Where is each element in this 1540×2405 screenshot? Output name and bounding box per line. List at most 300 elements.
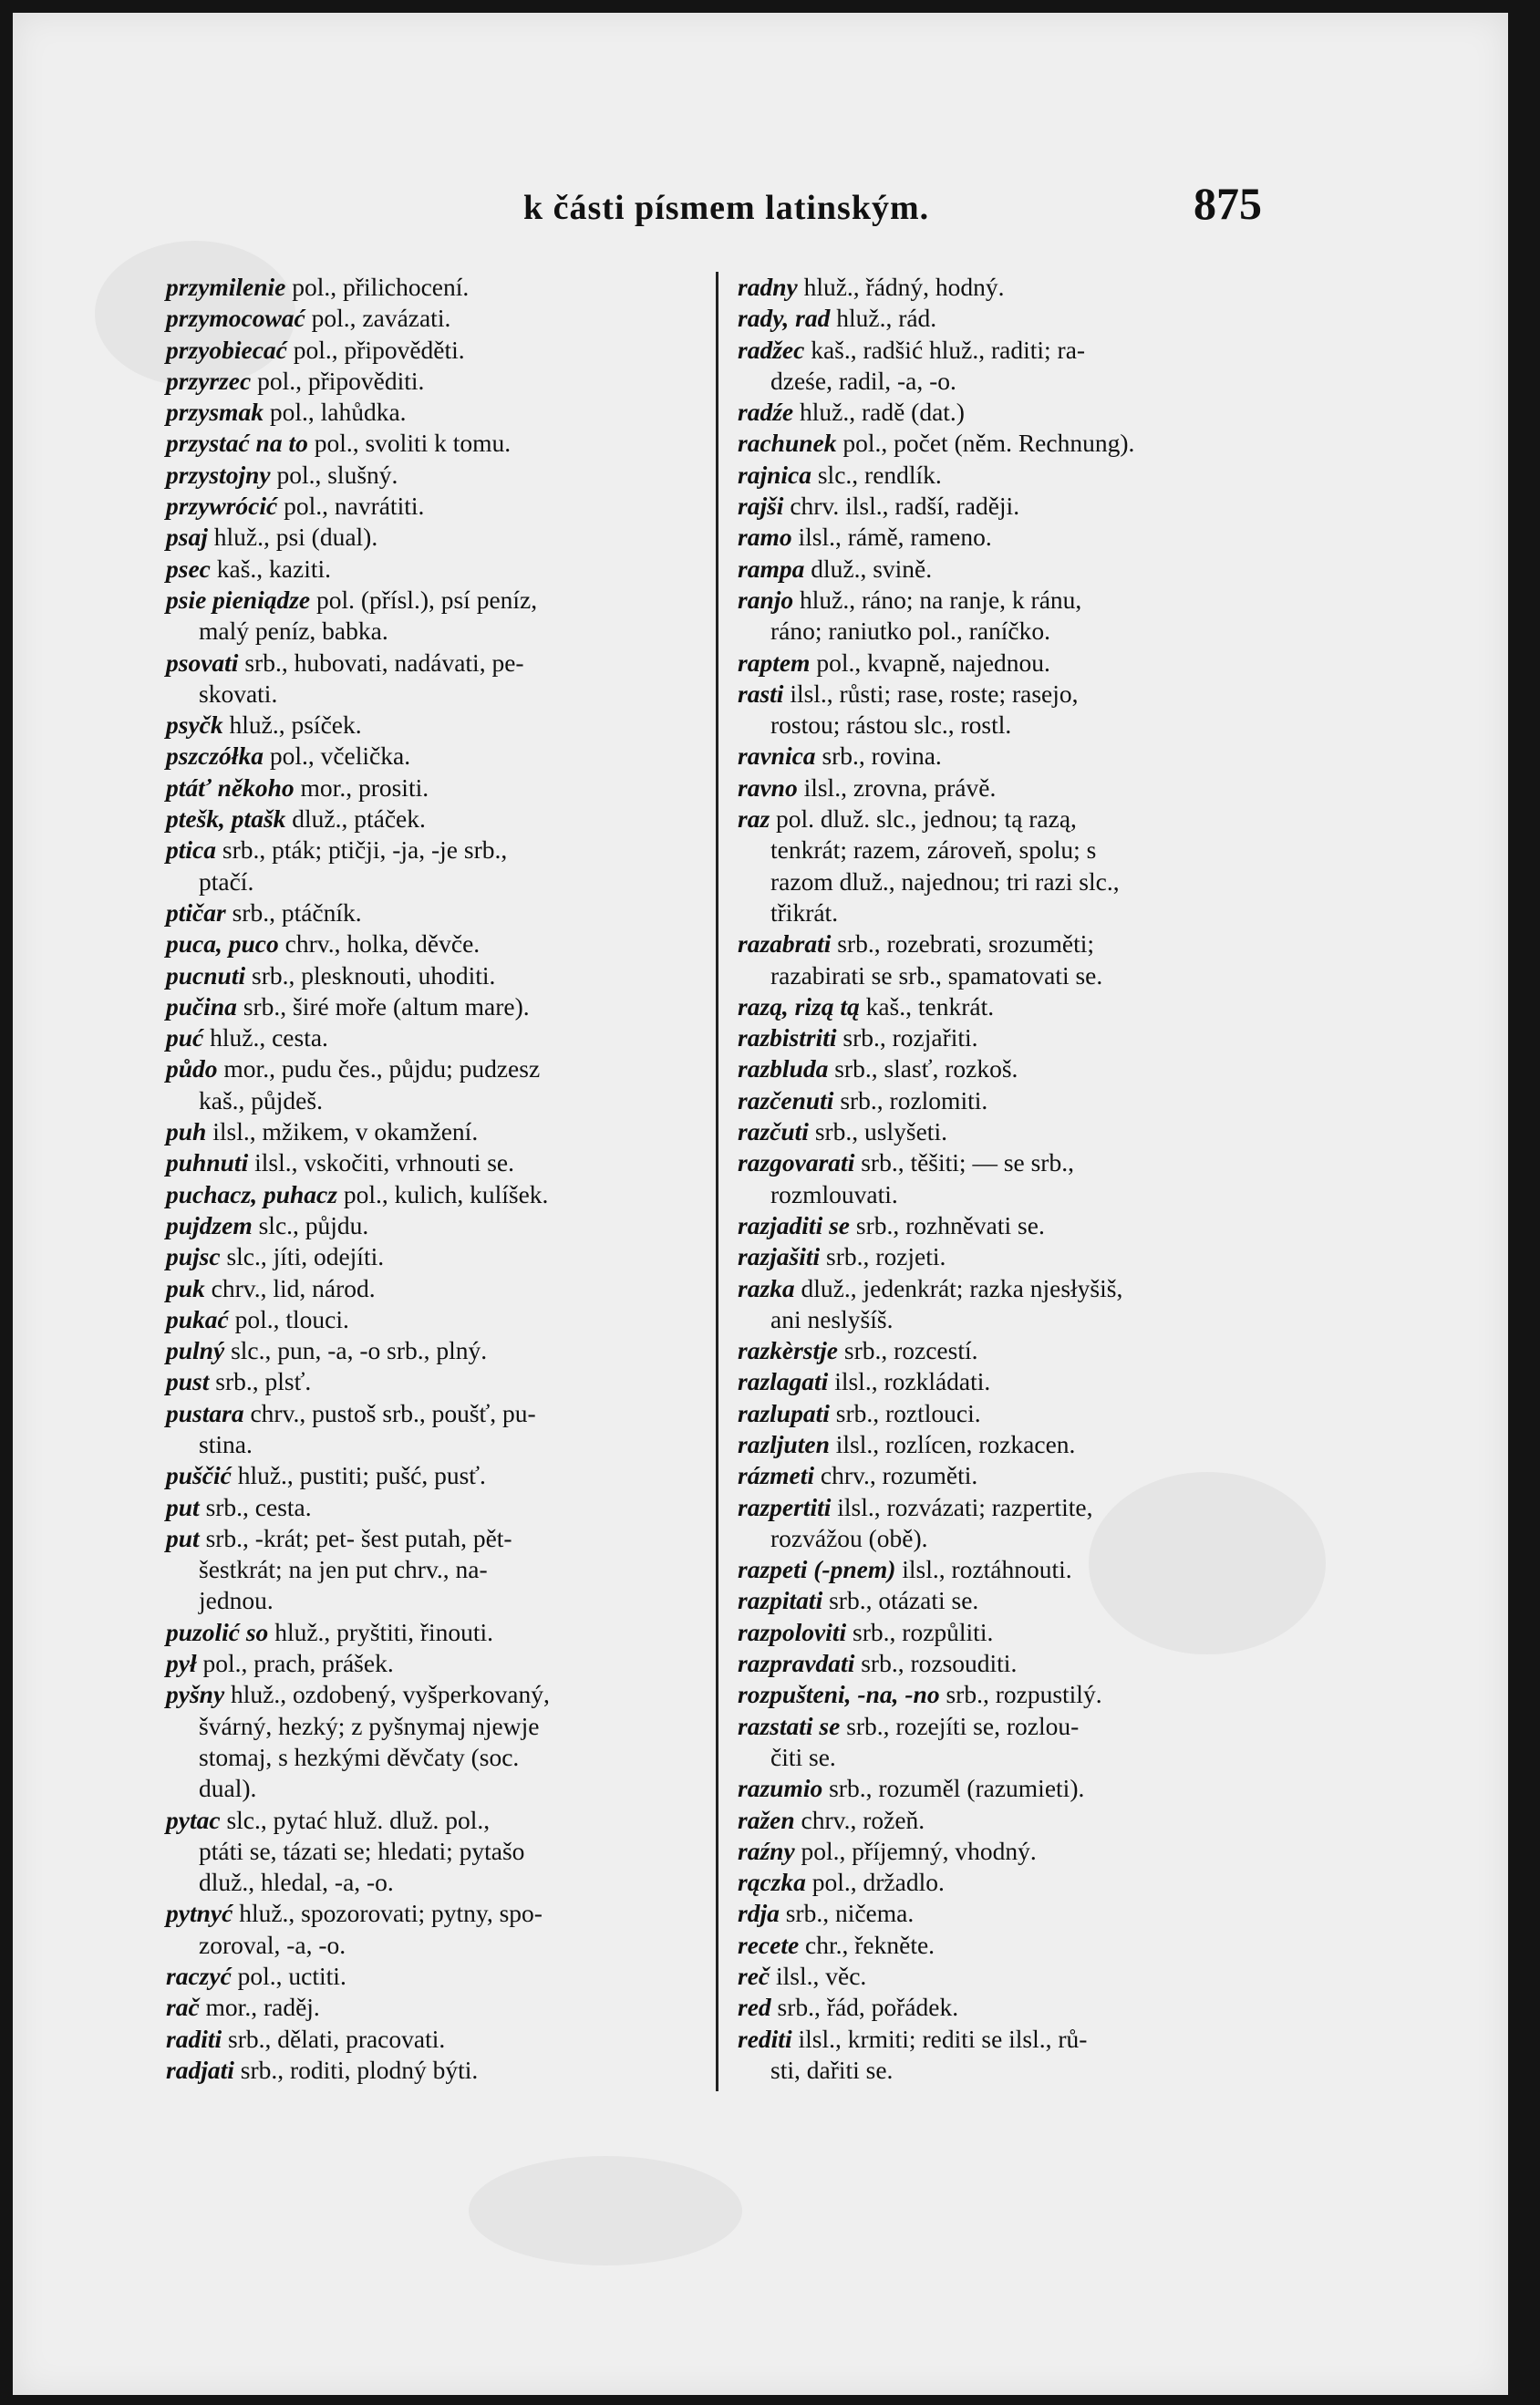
gloss: srb., rozlomiti.: [833, 1085, 988, 1114]
dictionary-line: [166, 1523, 713, 1554]
dictionary-line: [166, 1398, 713, 1429]
dictionary-line: [166, 585, 713, 616]
headword: razka: [738, 1273, 795, 1302]
headword: raźny: [738, 1836, 795, 1865]
gloss: srb., ptáčník.: [225, 897, 362, 927]
gloss: srb., řád, pořádek.: [770, 1993, 959, 2022]
dictionary-line: [166, 2024, 713, 2055]
gloss: hluž., ráno; na ranje, k ránu,: [793, 585, 1082, 614]
headword: raz: [738, 804, 770, 834]
headword: ražen: [738, 1805, 795, 1834]
dictionary-line: [166, 522, 713, 553]
gloss: ilsl., zrovna, právě.: [797, 772, 997, 802]
headword: ptáť někoho: [166, 772, 295, 802]
headword: razjašiti: [738, 1242, 821, 1271]
gloss: pol., lahůdka.: [263, 398, 407, 427]
dictionary-line: [166, 616, 713, 647]
dictionary-line: [738, 834, 1285, 866]
headword: pukać: [166, 1304, 229, 1333]
gloss: srb., ničema.: [779, 1899, 915, 1928]
dictionary-line: [166, 772, 713, 803]
headword: ramo: [738, 523, 792, 552]
dictionary-line: [166, 1335, 713, 1366]
gloss: slc., rendlík.: [811, 460, 942, 489]
headword: pujdzem: [166, 1210, 253, 1239]
dictionary-line: [738, 1335, 1285, 1366]
gloss: srb., rozpůliti.: [846, 1617, 994, 1646]
headword: przystać na to: [166, 429, 308, 458]
dictionary-line: [738, 991, 1285, 1022]
headword: przyobiecać: [166, 335, 287, 364]
headword: pučina: [166, 991, 237, 1021]
dictionary-line: [738, 1742, 1285, 1773]
gloss: srb., rozcestí.: [838, 1336, 978, 1365]
headword: puhnuti: [166, 1148, 249, 1177]
headword: raditi: [166, 2024, 222, 2053]
gloss: srb., uslyšeti.: [808, 1117, 947, 1146]
headword: raptem: [738, 648, 811, 677]
headword: razbistriti: [738, 1023, 837, 1052]
headword: razumio: [738, 1774, 823, 1803]
gloss: dluž., ptáček.: [285, 804, 426, 834]
dictionary-line: [166, 1460, 713, 1491]
headword: puca, puco: [166, 929, 279, 959]
dictionary-line: [738, 1805, 1285, 1836]
headword: razjaditi se: [738, 1210, 850, 1239]
gloss: srb., těšiti; — se srb.,: [854, 1148, 1074, 1177]
headword: ranjo: [738, 585, 794, 614]
gloss: srb., rozejíti se, rozlou-: [840, 1711, 1080, 1740]
headword: puć: [166, 1023, 204, 1052]
gloss: dześe, radil, -a, -o.: [770, 366, 956, 395]
gloss: dluž., jedenkrát; razka njesłyšiš,: [794, 1273, 1123, 1302]
headword: razpitati: [738, 1586, 823, 1615]
headword: put: [166, 1523, 200, 1552]
gloss: srb., roztlouci.: [829, 1398, 981, 1427]
gloss: dluž., hledal, -a, -o.: [199, 1868, 394, 1897]
gloss: ptačí.: [199, 866, 254, 896]
dictionary-line: [738, 1992, 1285, 2023]
headword: put: [166, 1492, 200, 1521]
dictionary-line: [738, 460, 1285, 491]
headword: ptešk, ptašk: [166, 804, 286, 834]
gloss: srb., cesta.: [199, 1492, 312, 1521]
gloss: rostou; rástou slc., rostl.: [770, 710, 1012, 740]
gloss: pol., uctiti.: [231, 1962, 346, 1991]
dictionary-line: [738, 928, 1285, 959]
headword: psaj: [166, 523, 208, 552]
headword: ravno: [738, 772, 798, 802]
paper-stain: [469, 2156, 742, 2265]
gloss: zoroval, -a, -o.: [199, 1930, 346, 1959]
gloss: srb., širé moře (altum mare).: [236, 991, 530, 1021]
gloss: čiti se.: [770, 1742, 836, 1771]
gloss: kaš., radšić hluž., raditi; ra-: [804, 335, 1086, 364]
dictionary-line: [166, 1742, 713, 1773]
dictionary-line: [738, 897, 1285, 928]
headword: razpravdati: [738, 1649, 855, 1678]
gloss: malý peníz, babka.: [199, 617, 388, 646]
gloss: srb., hubovati, nadávati, pe-: [238, 648, 524, 677]
headword: puščić: [166, 1461, 232, 1490]
dictionary-line: [738, 397, 1285, 428]
gloss: hluž., rád.: [830, 304, 937, 333]
dictionary-line: [738, 1523, 1285, 1554]
gloss: ptáti se, tázati se; hledati; pytašo: [199, 1836, 525, 1865]
dictionary-line: [166, 991, 713, 1022]
dictionary-line: [738, 616, 1285, 647]
headword: razljuten: [738, 1429, 830, 1458]
gloss: pol., svoliti k tomu.: [307, 429, 512, 458]
gloss: pol., připověditi.: [251, 366, 425, 395]
dictionary-line: [738, 1147, 1285, 1178]
headword: red: [738, 1993, 771, 2022]
gloss: pol., přilichocení.: [285, 273, 470, 301]
dictionary-line: [166, 335, 713, 366]
dictionary-line: [738, 1679, 1285, 1710]
dictionary-line: [738, 1711, 1285, 1742]
headword: przywrócić: [166, 492, 278, 521]
gloss: slc., pun, -a, -o srb., plný.: [224, 1336, 488, 1365]
gloss: srb., rozuměl (razumieti).: [822, 1774, 1085, 1803]
headword: puh: [166, 1117, 207, 1146]
gloss: pol., kulich, kulíšek.: [336, 1179, 549, 1208]
gloss: srb., rozjeti.: [820, 1242, 946, 1271]
gloss: ilsl., rozkládati.: [828, 1367, 991, 1396]
dictionary-line: [166, 1679, 713, 1710]
dictionary-line: [166, 1147, 713, 1178]
dictionary-line: [738, 679, 1285, 710]
headword: razkèrstje: [738, 1336, 838, 1365]
gloss: ilsl., věc.: [770, 1962, 867, 1991]
dictionary-line: [166, 1241, 713, 1272]
headword: radźe: [738, 398, 794, 427]
headword: pulný: [166, 1336, 225, 1365]
headword: razčuti: [738, 1117, 809, 1146]
headword: pustara: [166, 1398, 244, 1427]
gloss: tenkrát; razem, zároveň, spolu; s: [770, 835, 1097, 865]
dictionary-line: [166, 1085, 713, 1116]
headword: radžec: [738, 335, 805, 364]
dictionary-line: [738, 710, 1285, 741]
dictionary-line: [166, 1210, 713, 1241]
gloss: srb., roditi, plodný býti.: [233, 2055, 479, 2084]
gloss: srb., slasť, rozkoš.: [828, 1054, 1018, 1083]
gloss: chrv., lid, národ.: [204, 1273, 376, 1302]
headword: rázmeti: [738, 1461, 815, 1490]
dictionary-line: [738, 1241, 1285, 1272]
dictionary-line: [166, 1116, 713, 1147]
dictionary-line: [738, 522, 1285, 553]
gloss: pol. dluž. slc., jednou; tą razą,: [770, 804, 1077, 834]
gloss: rozmlouvati.: [770, 1179, 898, 1208]
gloss: pol., navrátiti.: [277, 492, 425, 521]
dictionary-line: [166, 710, 713, 741]
dictionary-line: [738, 1273, 1285, 1304]
dictionary-line: [738, 1179, 1285, 1210]
gloss: srb., -krát; pet- šest putah, pět-: [199, 1523, 512, 1552]
book-page: [13, 13, 1508, 2395]
dictionary-line: [738, 1366, 1285, 1397]
headword: puk: [166, 1273, 205, 1302]
headword: pszczółka: [166, 741, 264, 771]
gloss: chr., řekněte.: [799, 1930, 935, 1959]
gloss: ilsl., růsti; rase, roste; rasejo,: [783, 679, 1079, 708]
dictionary-line: [166, 866, 713, 897]
gloss: pol., tlouci.: [228, 1304, 349, 1333]
dictionary-line: [166, 1961, 713, 1992]
dictionary-line: [166, 1617, 713, 1648]
headword: radny: [738, 273, 798, 301]
dictionary-line: [738, 772, 1285, 803]
gloss: slc., půjdu.: [252, 1210, 369, 1239]
headword: przyrzec: [166, 366, 252, 395]
dictionary-line: [166, 1930, 713, 1961]
gloss: šestkrát; na jen put chrv., na-: [199, 1555, 488, 1584]
dictionary-line: [738, 1554, 1285, 1585]
dictionary-line: [738, 491, 1285, 522]
gloss: hluž., radě (dat.): [793, 398, 965, 427]
headword: przystojny: [166, 460, 271, 489]
dictionary-line: [166, 1366, 713, 1397]
gloss: kaš., kaziti.: [210, 554, 331, 583]
gloss: jednou.: [199, 1586, 274, 1615]
gloss: srb., plesknouti, uhoditi.: [245, 960, 496, 990]
dictionary-line: [166, 1867, 713, 1898]
gloss: srb., rozpustilý.: [939, 1680, 1102, 1709]
headword: rdja: [738, 1899, 780, 1928]
dictionary-line: [738, 1022, 1285, 1053]
gloss: sti, dařiti se.: [770, 2055, 894, 2084]
dictionary-line: [166, 272, 713, 303]
gloss: srb., dělati, pracovati.: [222, 2024, 446, 2053]
gloss: hluž., pryštiti, řinouti.: [268, 1617, 494, 1646]
gloss: ilsl., rozvázati; razpertite,: [831, 1492, 1093, 1521]
gloss: ilsl., krmiti; rediti se ilsl., rů-: [791, 2024, 1088, 2053]
headword: pujsc: [166, 1242, 221, 1271]
dictionary-line: [738, 2024, 1285, 2055]
gloss: kaš., půjdeš.: [199, 1085, 323, 1114]
dictionary-line: [166, 1898, 713, 1929]
headword: razlagati: [738, 1367, 829, 1396]
dictionary-line: [166, 491, 713, 522]
headword: puzolić so: [166, 1617, 269, 1646]
dictionary-line: [738, 1210, 1285, 1241]
dictionary-line: [738, 554, 1285, 585]
dictionary-line: [738, 960, 1285, 991]
dictionary-line: [166, 1022, 713, 1053]
gloss: pol. (přísl.), psí peníz,: [310, 585, 538, 614]
dictionary-line: [738, 428, 1285, 459]
headword: pucnuti: [166, 960, 246, 990]
gloss: srb., rozjařiti.: [836, 1023, 978, 1052]
dictionary-line: [166, 1648, 713, 1679]
gloss: hluž., spozorovati; pytny, spo-: [233, 1899, 543, 1928]
headword: pył: [166, 1649, 197, 1678]
gloss: mor., prositi.: [294, 772, 429, 802]
gloss: pol., příjemný, vhodný.: [794, 1836, 1037, 1865]
headword: pust: [166, 1367, 210, 1396]
headword: pytac: [166, 1805, 221, 1834]
gloss: pol., zavázati.: [305, 304, 451, 333]
dictionary-line: [166, 554, 713, 585]
running-header: k části písmem latinským.: [523, 189, 930, 227]
dictionary-line: [166, 1053, 713, 1084]
dictionary-line: [166, 897, 713, 928]
headword: pytnyć: [166, 1899, 233, 1928]
headword: psec: [166, 554, 211, 583]
dictionary-line: [738, 1429, 1285, 1460]
headword: rač: [166, 1993, 200, 2022]
dictionary-line: [738, 2055, 1285, 2086]
page-number: 875: [1194, 178, 1262, 229]
headword: puchacz, puhacz: [166, 1179, 337, 1208]
headword: reč: [738, 1962, 770, 1991]
gloss: ilsl., mžikem, v okamžení.: [206, 1117, 479, 1146]
right-column: [738, 272, 1285, 2086]
gloss: chrv., rozuměti.: [814, 1461, 978, 1490]
headword: razabrati: [738, 929, 832, 959]
gloss: pol., prach, prášek.: [196, 1649, 394, 1678]
dictionary-line: [166, 1836, 713, 1867]
gloss: srb., rozsouditi.: [854, 1649, 1018, 1678]
gloss: chrv. ilsl., radší, raději.: [783, 492, 1020, 521]
dictionary-line: [738, 803, 1285, 834]
headword: rozpušteni, -na, -no: [738, 1680, 940, 1709]
dictionary-line: [738, 1585, 1285, 1616]
headword: půdo: [166, 1054, 218, 1083]
gloss: ilsl., vskočiti, vrhnouti se.: [248, 1148, 515, 1177]
dictionary-line: [738, 1961, 1285, 1992]
headword: rajši: [738, 492, 784, 521]
dictionary-line: [166, 679, 713, 710]
gloss: chrv., pustoš srb., poušť, pu-: [243, 1398, 536, 1427]
gloss: srb., rozhněvati se.: [850, 1210, 1045, 1239]
dictionary-line: [166, 1805, 713, 1836]
dictionary-line: [166, 648, 713, 679]
dictionary-line: [738, 1085, 1285, 1116]
dictionary-line: [738, 272, 1285, 303]
headword: przymocować: [166, 304, 305, 333]
dictionary-line: [166, 741, 713, 772]
dictionary-line: [166, 1429, 713, 1460]
dictionary-line: [166, 1992, 713, 2023]
dictionary-line: [738, 1492, 1285, 1523]
headword: pyšny: [166, 1680, 225, 1709]
column-divider: [716, 272, 718, 2091]
dictionary-line: [166, 2055, 713, 2086]
gloss: mor., raděj.: [199, 1993, 320, 2022]
gloss: pol., držadlo.: [805, 1868, 945, 1897]
dictionary-line: [166, 397, 713, 428]
gloss: slc., jíti, odejíti.: [220, 1242, 385, 1271]
gloss: mor., pudu čes., půjdu; pudzesz: [217, 1054, 541, 1083]
gloss: ráno; raniutko pol., raníčko.: [770, 617, 1050, 646]
headword: recete: [738, 1930, 800, 1959]
gloss: srb., rovina.: [815, 741, 942, 771]
gloss: srb., rozebrati, srozuměti;: [831, 929, 1095, 959]
dictionary-line: [738, 303, 1285, 334]
headword: radjati: [166, 2055, 234, 2084]
dictionary-line: [738, 1836, 1285, 1867]
headword: razlupati: [738, 1398, 830, 1427]
gloss: pol., slušný.: [270, 460, 398, 489]
gloss: pol., včelička.: [263, 741, 411, 771]
dictionary-line: [166, 1179, 713, 1210]
gloss: chrv., rožeň.: [794, 1805, 925, 1834]
headword: rampa: [738, 554, 805, 583]
gloss: slc., pytać hluž. dluž. pol.,: [220, 1805, 491, 1834]
gloss: hluž., pustiti; pušć, pusť.: [231, 1461, 486, 1490]
headword: ptičar: [166, 897, 226, 927]
dictionary-line: [738, 1116, 1285, 1147]
dictionary-line: [738, 585, 1285, 616]
dictionary-line: [166, 803, 713, 834]
gloss: ilsl., rozlícen, rozkacen.: [829, 1429, 1076, 1458]
headword: rączka: [738, 1868, 806, 1897]
dictionary-line: [738, 1773, 1285, 1804]
gloss: stomaj, s hezkými děvčaty (soc.: [199, 1742, 520, 1771]
gloss: kaš., tenkrát.: [859, 991, 995, 1021]
headword: razčenuti: [738, 1085, 834, 1114]
dictionary-line: [738, 1460, 1285, 1491]
dictionary-line: [738, 648, 1285, 679]
dictionary-line: [166, 1711, 713, 1742]
headword: rachunek: [738, 429, 837, 458]
dictionary-line: [166, 1554, 713, 1585]
gloss: hluž., řádný, hodný.: [797, 273, 1005, 301]
dictionary-line: [738, 1053, 1285, 1084]
gloss: hluž., psi (dual).: [207, 523, 378, 552]
gloss: dluž., svině.: [804, 554, 933, 583]
dictionary-line: [738, 1617, 1285, 1648]
gloss: razom dluž., najednou; tri razi slc.,: [770, 866, 1120, 896]
headword: przysmak: [166, 398, 264, 427]
headword: przymilenie: [166, 273, 286, 301]
dictionary-line: [738, 1867, 1285, 1898]
headword: rasti: [738, 679, 784, 708]
dictionary-line: [738, 335, 1285, 366]
gloss: rozvážou (obě).: [770, 1523, 928, 1552]
dictionary-line: [738, 741, 1285, 772]
dictionary-line: [738, 1398, 1285, 1429]
dictionary-line: [166, 928, 713, 959]
gloss: chrv., holka, děvče.: [278, 929, 481, 959]
headword: razbluda: [738, 1054, 829, 1083]
gloss: ani neslyšíš.: [770, 1304, 894, 1333]
headword: psyčk: [166, 710, 223, 740]
dictionary-line: [166, 1304, 713, 1335]
headword: razpeti (-pnem): [738, 1555, 896, 1584]
dictionary-line: [166, 460, 713, 491]
dictionary-line: [738, 366, 1285, 397]
headword: raczyć: [166, 1962, 232, 1991]
headword: razgovarati: [738, 1148, 855, 1177]
gloss: pol., připověděti.: [286, 335, 465, 364]
dictionary-line: [166, 428, 713, 459]
headword: psovati: [166, 648, 239, 677]
dictionary-line: [166, 1773, 713, 1804]
gloss: hluž., psíček.: [222, 710, 362, 740]
dictionary-line: [738, 1898, 1285, 1929]
headword: ptica: [166, 835, 216, 865]
headword: ravnica: [738, 741, 816, 771]
dictionary-line: [738, 1648, 1285, 1679]
gloss: hluž., ozdobený, vyšperkovaný,: [224, 1680, 550, 1709]
gloss: srb., otázati se.: [822, 1586, 979, 1615]
dictionary-line: [738, 1930, 1285, 1961]
dictionary-line: [166, 834, 713, 866]
